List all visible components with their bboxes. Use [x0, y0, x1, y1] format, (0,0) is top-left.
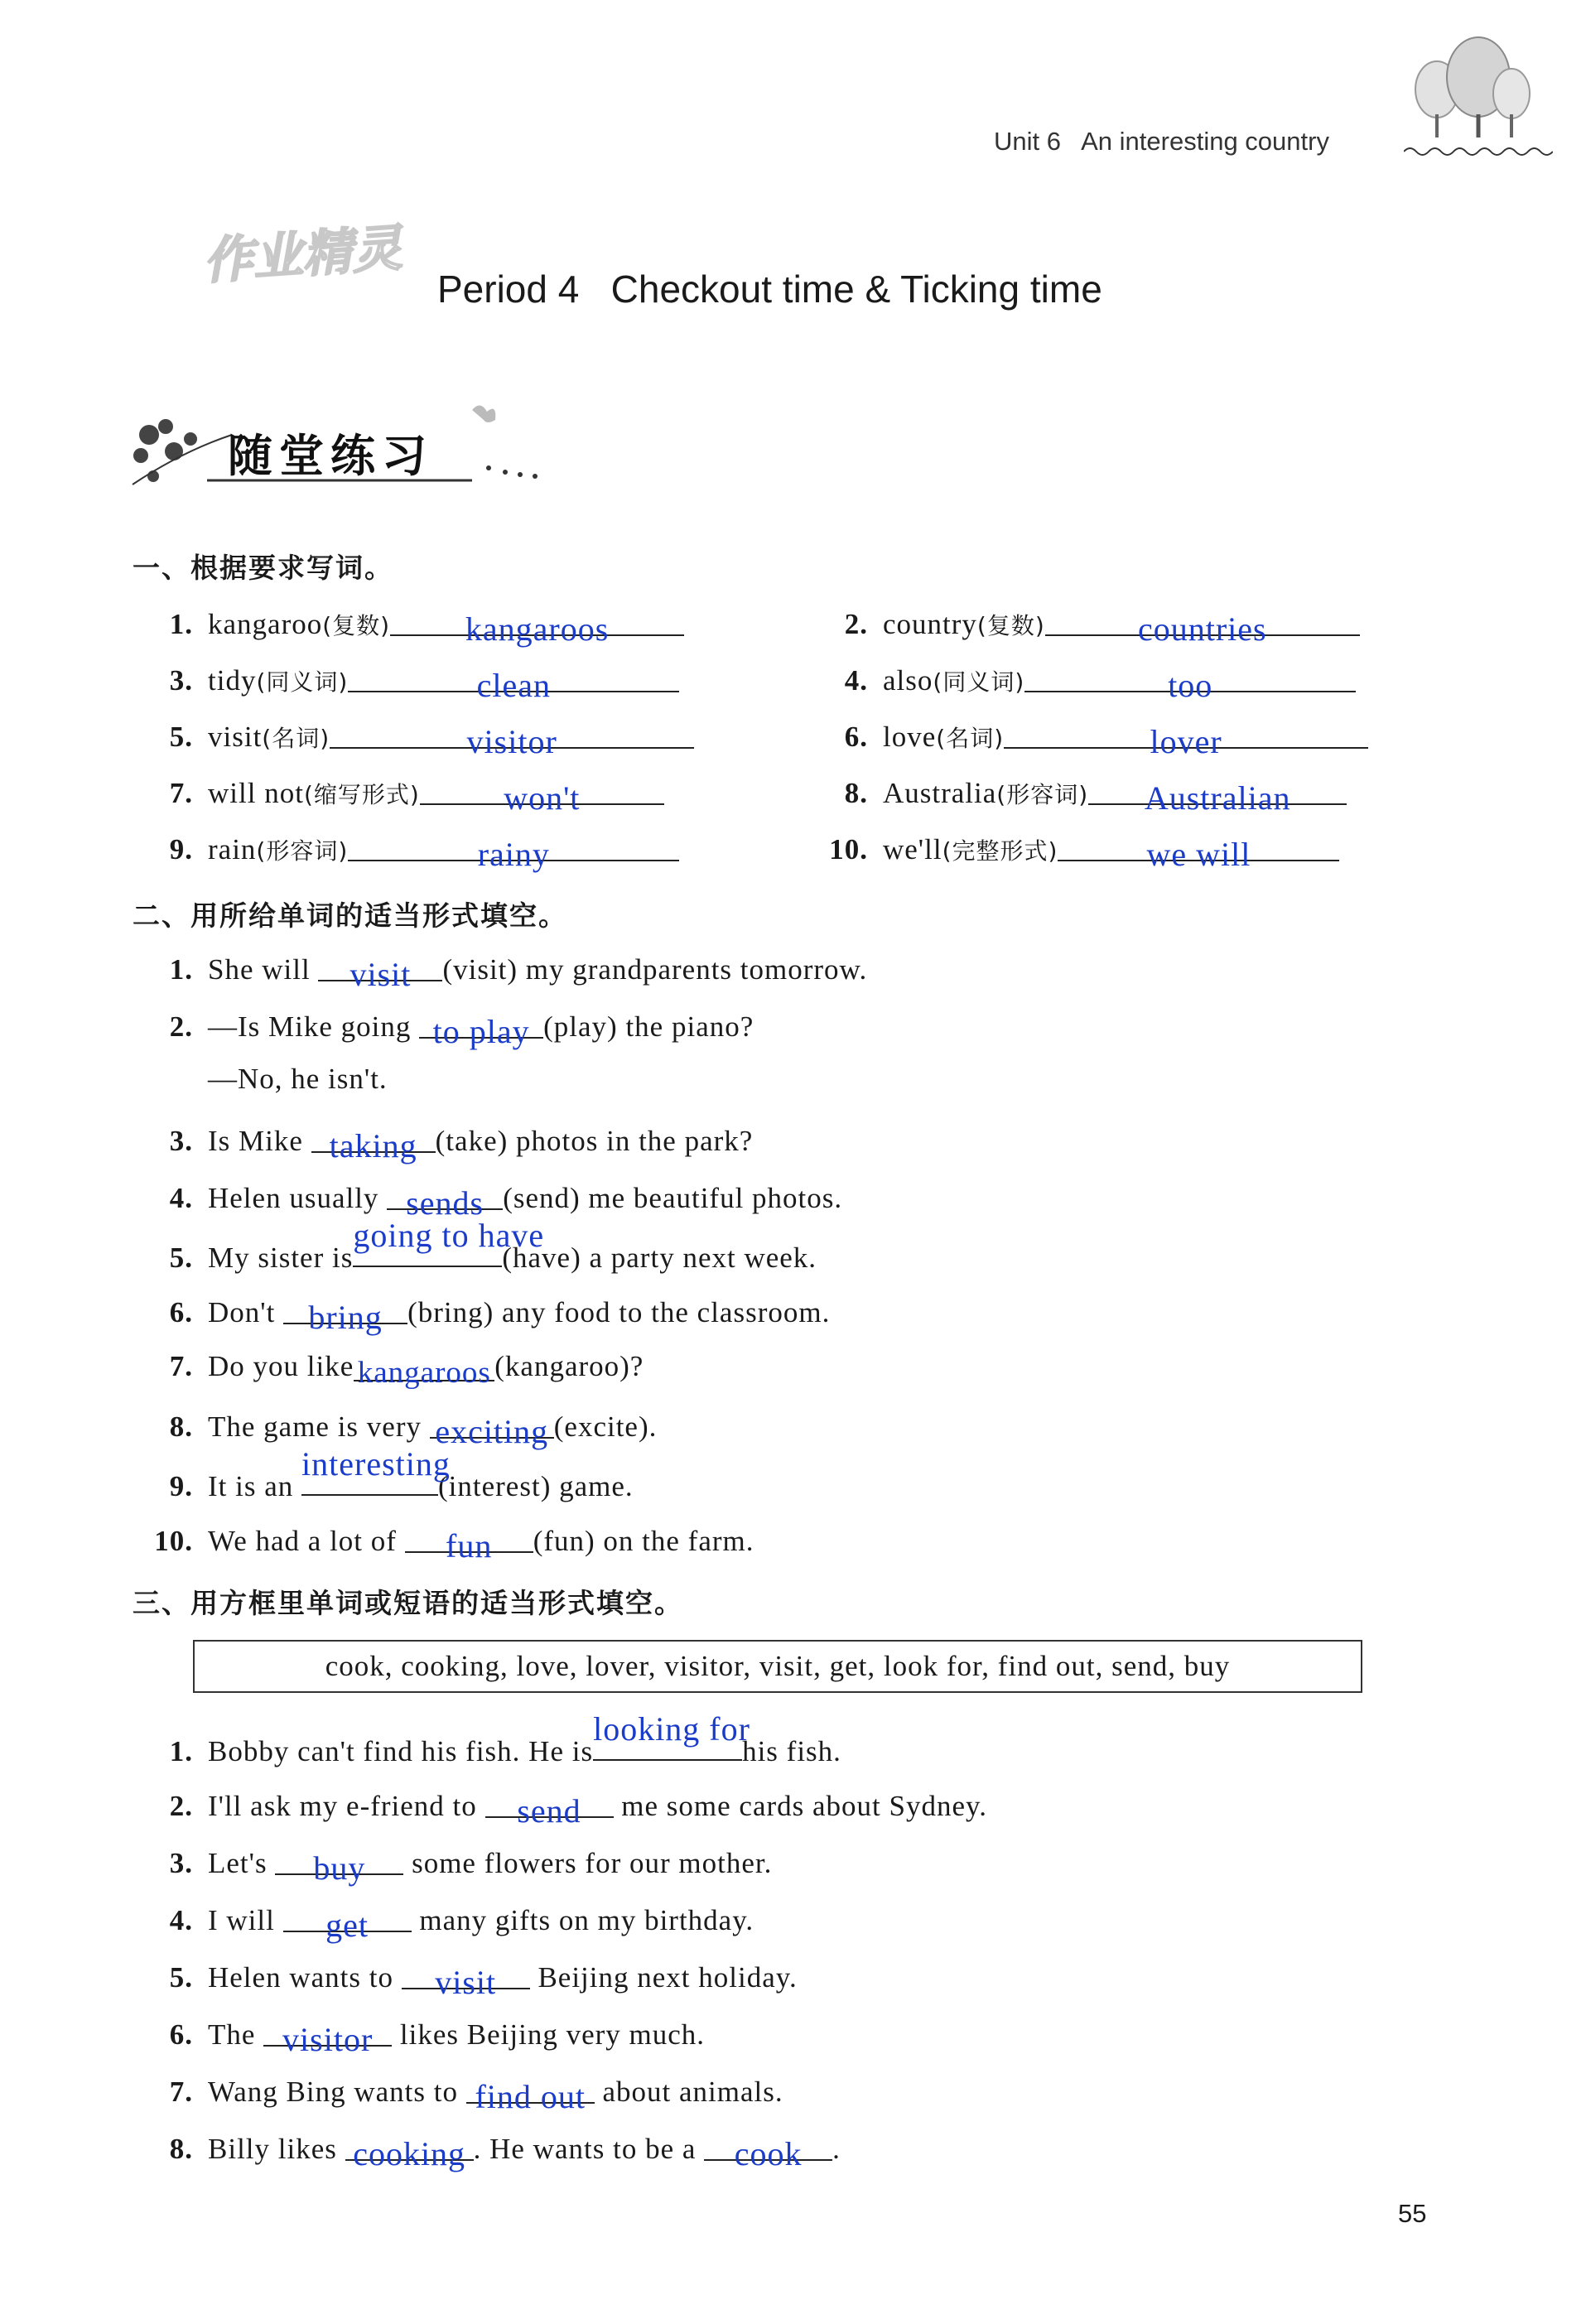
s2-item-4: 4. Helen usually sends (send) me beautiful photos. — [145, 1177, 842, 1215]
banner-title: 随堂练习 — [228, 430, 433, 482]
s3-item-6: 6. The visitor likes Beijing very much. — [145, 2013, 705, 2052]
section-3-heading: 三、用方框里单词或短语的适当形式填空。 — [133, 1587, 683, 1619]
s2-item-1: 1. She will visit (visit) my grandparents tomorrow. — [145, 948, 867, 986]
s2-item-2: 2. —Is Mike going to play (play) the piano? — [145, 1005, 754, 1044]
wave-divider — [1404, 146, 1553, 157]
section-1-heading: 一、根据要求写词。 — [133, 552, 393, 584]
s2-item-3: 3. Is Mike taking (take) photos in the park? — [145, 1120, 753, 1158]
s2-item-2-reply: —No, he isn't. — [208, 1063, 388, 1095]
s3-item-1: 1. Bobby can't find his fish. He is looking for his fish. — [169, 1710, 841, 1767]
s2-item-7: 7. Do you like kangaroos (kangaroo)? — [169, 1350, 644, 1390]
s2-item-5: 5. My sister is going to have (have) a party next week. — [169, 1217, 817, 1274]
s2-item-9: 9. It is an interesting (interest) game. — [169, 1445, 634, 1502]
section-2-heading: 二、用所给单词的适当形式填空。 — [133, 899, 567, 932]
s1-item-7: 7. will not(缩写形式) won't — [145, 772, 664, 810]
page-number: 55 — [1398, 2199, 1427, 2228]
s1-item-1: 1. kangaroo(复数) kangaroos — [145, 603, 684, 641]
s1-item-8: 8. Australia(形容词) Australian — [820, 772, 1347, 810]
s3-item-8: 8. Billy likes cooking . He wants to be a cook . — [145, 2128, 841, 2166]
s2-item-10: 10. We had a lot of fun (fun) on the farm. — [145, 1520, 754, 1558]
s2-item-6: 6. Don't bring (bring) any food to the classroom. — [145, 1291, 830, 1329]
s3-item-3: 3. Let's buy some flowers for our mother. — [145, 1842, 772, 1880]
s3-item-5: 5. Helen wants to visit Beijing next holiday. — [145, 1956, 798, 1994]
s3-item-2: 2. I'll ask my e-friend to send me some cards about Sydney. — [145, 1785, 987, 1823]
unit-header: Unit 6 An interesting country — [994, 127, 1329, 156]
s1-item-3: 3. tidy(同义词) clean — [145, 659, 679, 697]
s1-item-10: 10. we'll(完整形式) we will — [820, 828, 1339, 866]
s3-item-4: 4. I will get many gifts on my birthday. — [145, 1899, 754, 1937]
s1-item-6: 6. love(名词) lover — [820, 716, 1368, 754]
s3-item-7: 7. Wang Bing wants to find out about animals. — [145, 2071, 783, 2109]
s2-item-8: 8. The game is very exciting (excite). — [145, 1405, 657, 1444]
tree-icon — [1404, 31, 1536, 139]
s1-item-5: 5. visit(名词) visitor — [145, 716, 694, 754]
page-title: Period 4 Checkout time & Ticking time — [437, 268, 1102, 311]
watermark: 作业精灵 — [201, 219, 404, 292]
s1-item-2: 2. country(复数) countries — [820, 603, 1360, 641]
word-box: cook, cooking, love, lover, visitor, visit, get, look for, find out, send, buy — [193, 1640, 1362, 1693]
s1-item-9: 9. rain(形容词) rainy — [145, 828, 679, 866]
s1-item-4: 4. also(同义词) too — [820, 659, 1356, 697]
